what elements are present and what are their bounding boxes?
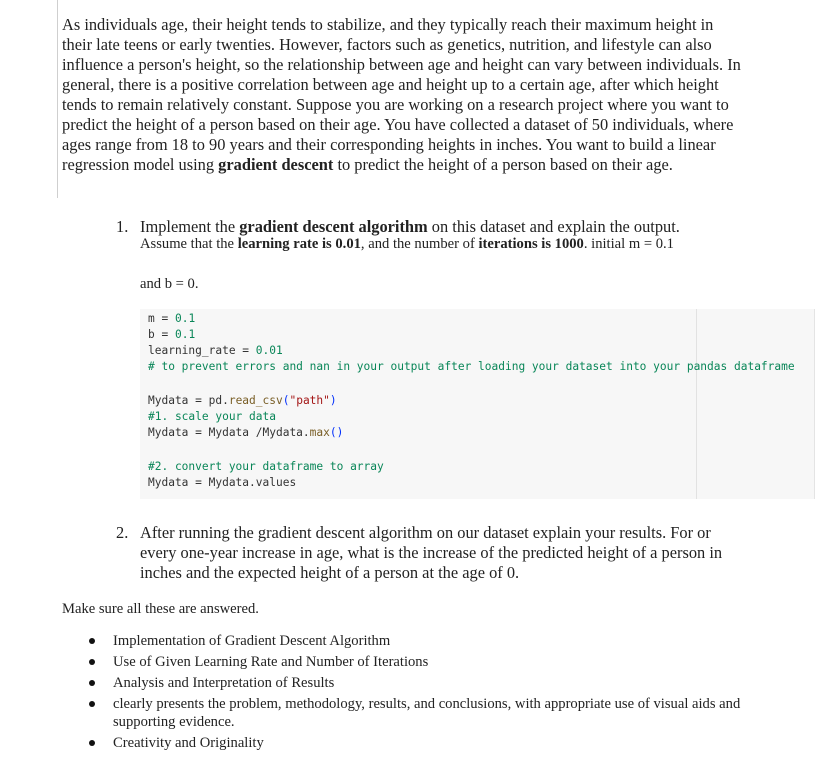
q1-text-a: Implement the	[140, 217, 240, 236]
code-line-7	[148, 425, 343, 441]
q1-bold-learning-rate: learning rate is 0.01	[237, 236, 361, 252]
bullet-icon	[89, 740, 95, 746]
q1-text-e: . initial m = 0.1	[583, 236, 674, 252]
code-snippet	[140, 309, 815, 499]
page-margin-rule	[57, 0, 58, 198]
code-line-2	[148, 327, 195, 343]
q1-bold-algorithm: gradient descent algorithm	[239, 217, 428, 236]
question-1-line-1	[140, 217, 750, 237]
question-2-text: After running the gradient descent algorithm on our dataset explain your results. For or every one-year increase in age, what is the increase of the predicted height of a person in inches and the expected height of a person at the age of 0.	[140, 523, 723, 582]
code-line-9: Mydata = Mydata.values	[148, 476, 297, 489]
list-item	[86, 674, 766, 692]
requirements-list	[86, 632, 766, 755]
list-item	[86, 734, 766, 752]
question-2-number: 2.	[116, 523, 129, 542]
question-1-number: 1.	[116, 217, 129, 236]
question-1-line-2	[140, 235, 760, 253]
intro-text-1: As individuals age, their height tends to stabilize, and they typically reach their maximum height in their late teens or early twenties. However, factors such as genetics, nutrition, and lifestyle can also influence a person's height, so the relationship between age and height can vary between individuals. In general, there is a positive correlation between age and height up to a certain age, after which height tends to remain relatively constant. Suppose you are working on a research project where you want to predict the height of a person based on their age. You have collected a dataset of 50 individuals, where ages range from 18 to 90 years and their corresponding heights in inches. You want to build a linear regression model using	[62, 15, 741, 174]
code-number: 0.1	[174, 328, 196, 341]
q1-text-b: on this dataset and explain the output.	[427, 217, 680, 236]
code-number: 0.1	[174, 312, 196, 325]
list-item	[86, 695, 766, 731]
intro-bold-gradient-descent: gradient descent	[218, 155, 334, 174]
list-item-text: Creativity and Originality	[113, 735, 264, 751]
code-op: =	[154, 312, 175, 325]
list-item-text: Use of Given Learning Rate and Number of Iterations	[113, 654, 429, 670]
list-item-text: Implementation of Gradient Descent Algorithm	[113, 633, 391, 649]
code-op: =	[154, 328, 175, 341]
bullet-icon	[89, 659, 95, 665]
list-item-text: Analysis and Interpretation of Results	[113, 675, 335, 691]
bullet-icon	[89, 638, 95, 644]
code-var-m: m	[148, 312, 155, 325]
q1-text-c: Assume that the	[140, 236, 238, 252]
code-function-max: max	[309, 426, 330, 439]
code-line-4-comment: # to prevent errors and nan in your output after loading your dataset into your pandas dataframe	[148, 360, 795, 373]
code-assign: Mydata = pd.	[148, 394, 229, 407]
intro-paragraph	[62, 15, 742, 175]
list-item	[86, 653, 766, 671]
list-item-text: clearly presents the problem, methodology, results, and conclusions, with appropriate use of visual aids and supporting evidence.	[113, 696, 741, 730]
code-ruler	[696, 309, 697, 499]
q1-text-d: , and the number of	[360, 236, 479, 252]
code-line-5	[148, 393, 337, 409]
code-number: 0.01	[255, 344, 283, 357]
list-item	[86, 632, 766, 650]
requirements-note: Make sure all these are answered.	[62, 601, 259, 617]
code-line-8-comment: #2. convert your dataframe to array	[148, 460, 384, 473]
code-paren: ()	[329, 426, 344, 439]
code-string-path: "path"	[289, 394, 330, 407]
code-op: =	[235, 344, 256, 357]
question-1-line-3: and b = 0.	[140, 276, 199, 292]
bullet-icon	[89, 701, 95, 707]
q1-bold-iterations: iterations is 1000	[478, 236, 584, 252]
code-line-1	[148, 311, 195, 327]
code-line-3	[148, 343, 283, 359]
code-line-6-comment: #1. scale your data	[148, 410, 276, 423]
code-var-b: b	[148, 328, 155, 341]
code-paren: )	[329, 394, 337, 407]
code-paren: (	[282, 394, 290, 407]
code-assign: Mydata = Mydata /Mydata.	[148, 426, 310, 439]
intro-text-2: to predict the height of a person based on their age.	[333, 155, 673, 174]
code-function-read-csv: read_csv	[228, 394, 283, 407]
code-var-learning-rate: learning_rate	[148, 344, 236, 357]
bullet-icon	[89, 680, 95, 686]
